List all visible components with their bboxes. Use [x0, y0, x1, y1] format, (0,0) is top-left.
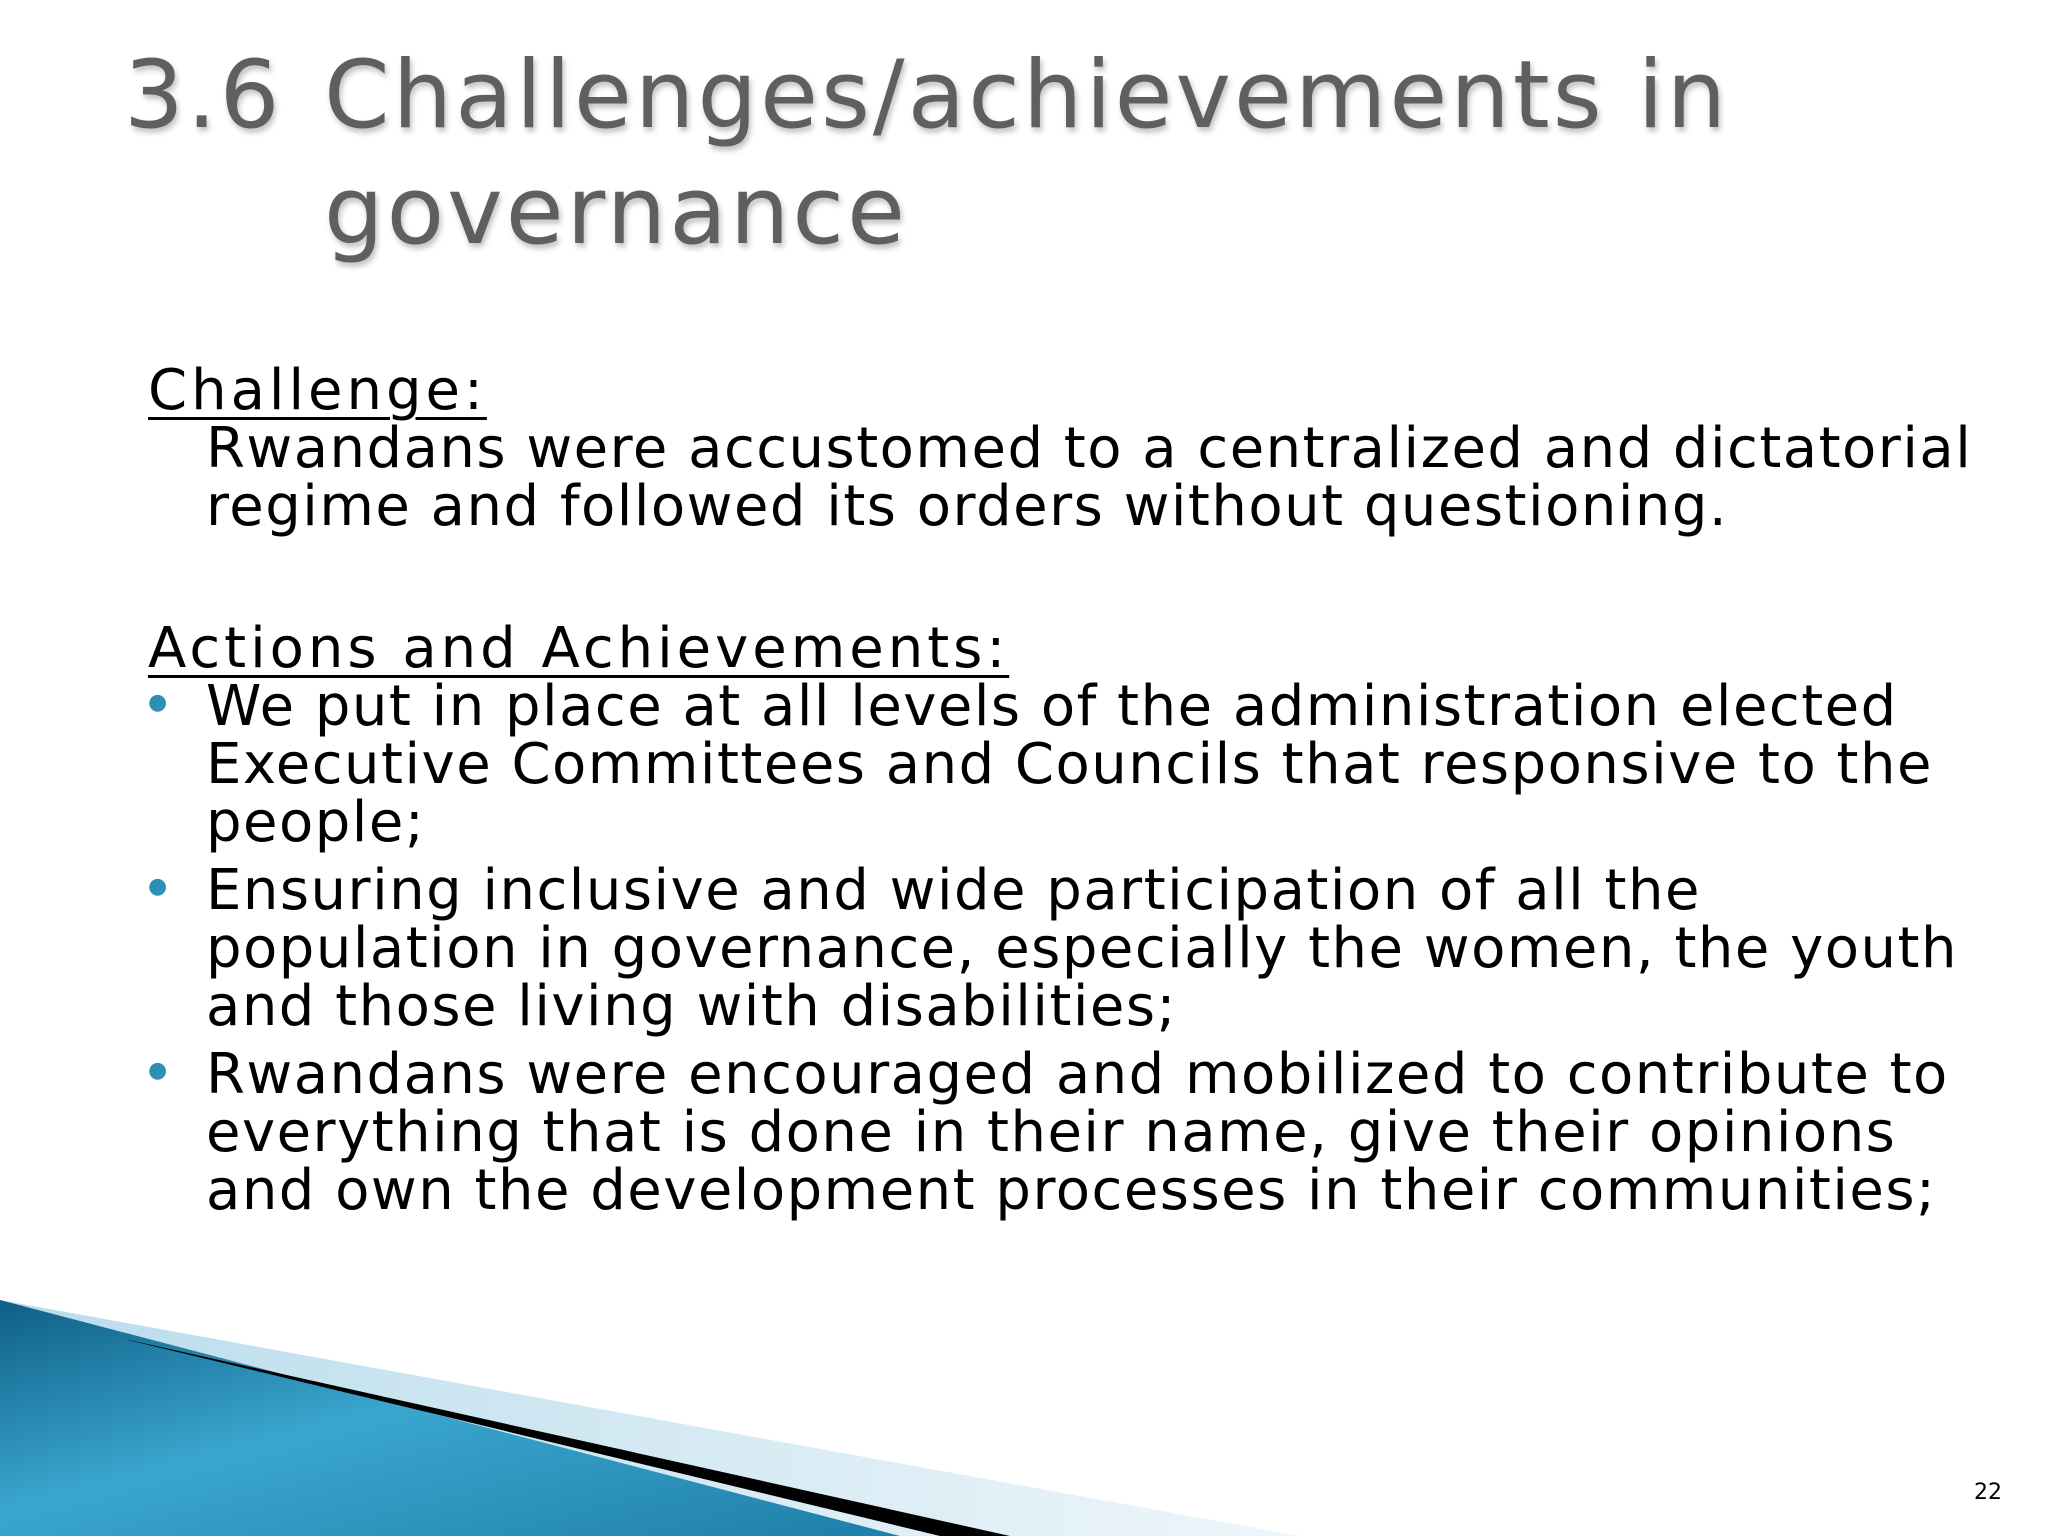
list-item [148, 1042, 1988, 1223]
page-number: 22 [1974, 1480, 2002, 1505]
bullet-text: We put in place at all levels of the administration elected Executive Committees and Councils that responsive to the people; [206, 674, 1933, 855]
list-item [148, 858, 1988, 1039]
title-line-1: Challenges/achievements in [324, 41, 1730, 150]
achievements-list [148, 674, 1988, 1223]
bullet-dot-icon: ● [148, 1058, 169, 1083]
actions-heading: Actions and Achievements: [148, 616, 1010, 681]
title-number: 3.6 [124, 41, 283, 150]
title-line-2: governance [324, 157, 908, 266]
bullet-text: Ensuring inclusive and wide participation of all the population in governance, especially the women, the youth and those living with disabilities; [206, 858, 1958, 1039]
slide-title [124, 38, 1974, 270]
corner-swoosh-decoration [0, 1280, 2048, 1536]
challenge-text: Rwandans were accustomed to a centralized and dictatorial regime and followed its orders without questioning. [206, 416, 1973, 539]
bullet-text: Rwandans were encouraged and mobilized to contribute to everything that is done in their name, give their opinions and own the development processes in their communities; [206, 1042, 1949, 1223]
bullet-dot-icon: ● [148, 690, 169, 715]
list-item [148, 674, 1988, 855]
slide-body [148, 358, 1988, 1230]
challenge-heading: Challenge: [148, 358, 487, 423]
bullet-dot-icon: ● [148, 874, 169, 899]
